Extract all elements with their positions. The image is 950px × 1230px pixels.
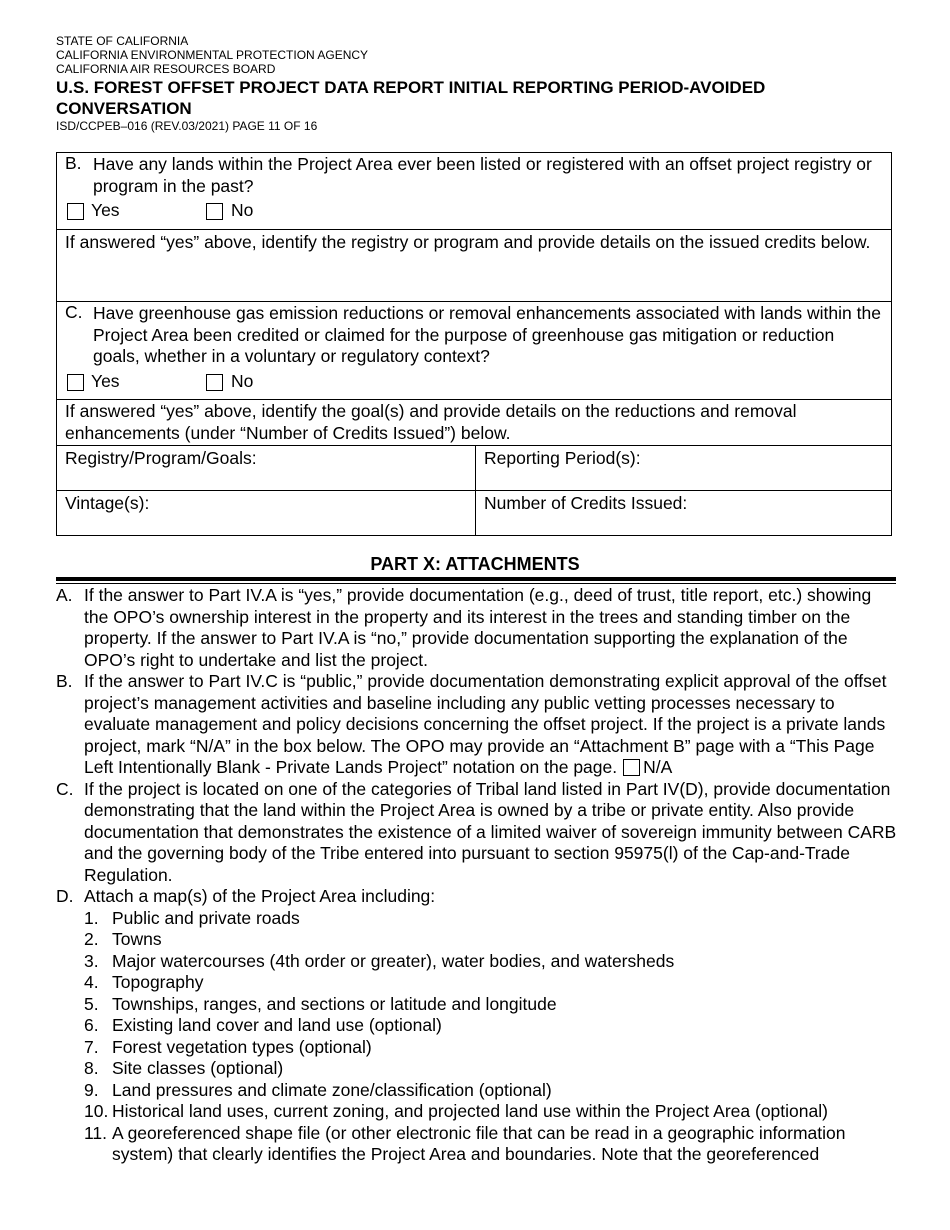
credits-issued-field[interactable] <box>476 490 892 535</box>
map-item <box>56 972 898 994</box>
map-item <box>56 929 898 951</box>
part-x-title: PART X: ATTACHMENTS <box>370 554 580 574</box>
attachment-d-text: Attach a map(s) of the Project Area including: <box>84 886 436 906</box>
section-c-letter: C. <box>65 302 83 322</box>
section-c-followup-cell <box>57 400 893 446</box>
attachment-a-text: If the answer to Part IV.A is “yes,” provide documentation (e.g., deed of trust, title report, etc.) showing the OPO’s ownership interest in the property and its interest in the trees and standing timber on the property. If the answer to Part IV.A is “no,” provide documentation supporting the explanation of the OPO’s right to undertake and list the project. <box>84 585 872 670</box>
map-item-number: 2. <box>84 929 99 949</box>
section-b-yes-label: Yes <box>91 200 120 220</box>
map-item <box>56 1123 898 1166</box>
map-item <box>56 951 898 973</box>
vintage-label: Vintage(s): <box>65 493 150 513</box>
map-item <box>56 1101 898 1123</box>
vintage-field[interactable] <box>57 490 475 535</box>
attachment-a-letter: A. <box>56 585 73 605</box>
map-item-number: 4. <box>84 972 99 992</box>
attachment-d-letter: D. <box>56 886 74 906</box>
section-c-no-checkbox[interactable] <box>206 374 223 391</box>
map-item-text: A georeferenced shape file (or other electronic file that can be read in a geographic information system) that clearly identifies the Project Area and boundaries. Note that the georeferenced <box>112 1122 846 1164</box>
map-item <box>56 1037 898 1059</box>
attachment-d <box>56 886 898 908</box>
map-item-text: Forest vegetation types (optional) <box>112 1036 372 1057</box>
attachment-a <box>56 585 898 671</box>
map-item-number: 5. <box>84 993 99 1014</box>
header-agency: CALIFORNIA ENVIRONMENTAL PROTECTION AGENCY <box>56 48 369 62</box>
section-b-no-label: No <box>231 200 254 220</box>
section-b-yes-checkbox[interactable] <box>67 203 84 220</box>
credits-issued-label: Number of Credits Issued: <box>484 493 688 513</box>
section-b-letter: B. <box>65 153 82 173</box>
form-title: U.S. FOREST OFFSET PROJECT DATA REPORT INITIAL REPORTING PERIOD-AVOIDED CONVERSATION <box>56 78 766 118</box>
section-b-followup-box[interactable] <box>56 229 892 302</box>
section-c-followup: If answered “yes” above, identify the goal(s) and provide details on the reductions and removal enhancements (under “Number of Credits Issued”) below. <box>65 401 797 443</box>
map-item-number: 3. <box>84 950 99 971</box>
map-item-number: 11. <box>84 1122 108 1143</box>
map-item-number: 6. <box>84 1015 99 1035</box>
section-c-no-label: No <box>231 370 254 391</box>
section-b-followup: If answered “yes” above, identify the registry or program and provide details on the issued credits below. <box>65 232 871 252</box>
header-state: STATE OF CALIFORNIA <box>56 34 189 48</box>
section-b-question-box <box>56 152 892 230</box>
map-item-text: Site classes (optional) <box>112 1058 284 1078</box>
section-c-question: Have greenhouse gas emission reductions or removal enhancements associated with lands within the Project Area been credited or claimed for the purpose of greenhouse gas mitigation or reduction goals, whether in a voluntary or regulatory context? <box>93 303 881 366</box>
section-c-details-box <box>56 399 892 536</box>
attachment-b-letter: B. <box>56 671 73 691</box>
map-item-number: 8. <box>84 1058 99 1078</box>
map-item-text: Public and private roads <box>112 907 300 928</box>
attachment-c-letter: C. <box>56 778 74 799</box>
map-item-text: Towns <box>112 929 162 949</box>
attachment-c-text: If the project is located on one of the categories of Tribal land listed in Part IV(D), provide documentation demonstrating that the land within the Project Area is owned by a tribe or private entity. Also provide documentation that demonstrates the existence of a limited waiver of sovereign immunity between CARB and the governing body of the Tribe entered into pursuant to section 95975(l) of the Cap-and-Trade Regulation. <box>84 778 897 885</box>
map-item-number: 9. <box>84 1079 99 1100</box>
map-item-text: Topography <box>112 972 204 992</box>
attachments-list <box>56 585 898 1166</box>
form-number: ISD/CCPEB–016 (REV.03/2021) PAGE 11 OF 16 <box>56 119 318 133</box>
section-c-yes-checkbox[interactable] <box>67 374 84 391</box>
map-item-number: 10. <box>84 1101 109 1121</box>
map-item-number: 7. <box>84 1036 99 1057</box>
map-item <box>56 1015 898 1037</box>
map-item <box>56 1058 898 1080</box>
reporting-period-label: Reporting Period(s): <box>484 448 641 468</box>
map-item <box>56 1080 898 1102</box>
map-item-text: Townships, ranges, and sections or latitude and longitude <box>112 993 557 1014</box>
map-item-text: Land pressures and climate zone/classification (optional) <box>112 1079 552 1100</box>
heading-rule-thick <box>56 577 896 581</box>
section-b-question: Have any lands within the Project Area ever been listed or registered with an offset project registry or program in the past? <box>93 154 872 196</box>
map-item-text: Major watercourses (4th order or greater), water bodies, and watersheds <box>112 950 675 971</box>
attachment-b <box>56 671 898 779</box>
attachment-c <box>56 779 898 887</box>
attachment-b-text: If the answer to Part IV.C is “public,” provide documentation demonstrating explicit approval of the offset project’s management activities and baseline including any public vetting processes necessary to evaluate management and policy decisions concerning the offset project. If the project is a private lands project, mark “N/A” in the box below. The OPO may provide an “Attachment B” page with a “This Page Left Intentionally Blank - Private Lands Project” notation on the page. <box>84 671 887 777</box>
map-item-text: Existing land cover and land use (optional) <box>112 1015 442 1035</box>
map-item-text: Historical land uses, current zoning, and projected land use within the Project Area (optional) <box>112 1101 828 1121</box>
map-item-number: 1. <box>84 907 99 928</box>
section-c-yes-label: Yes <box>91 370 120 391</box>
na-label: N/A <box>643 757 673 777</box>
registry-field[interactable] <box>57 445 475 490</box>
na-checkbox[interactable] <box>623 759 640 776</box>
registry-label: Registry/Program/Goals: <box>65 448 257 468</box>
map-item <box>56 908 898 930</box>
section-b-no-checkbox[interactable] <box>206 203 223 220</box>
header-board: CALIFORNIA AIR RESOURCES BOARD <box>56 62 276 76</box>
section-c-question-box <box>56 301 892 400</box>
map-item <box>56 994 898 1016</box>
heading-rule-thin <box>56 583 896 584</box>
reporting-period-field[interactable] <box>476 445 892 490</box>
